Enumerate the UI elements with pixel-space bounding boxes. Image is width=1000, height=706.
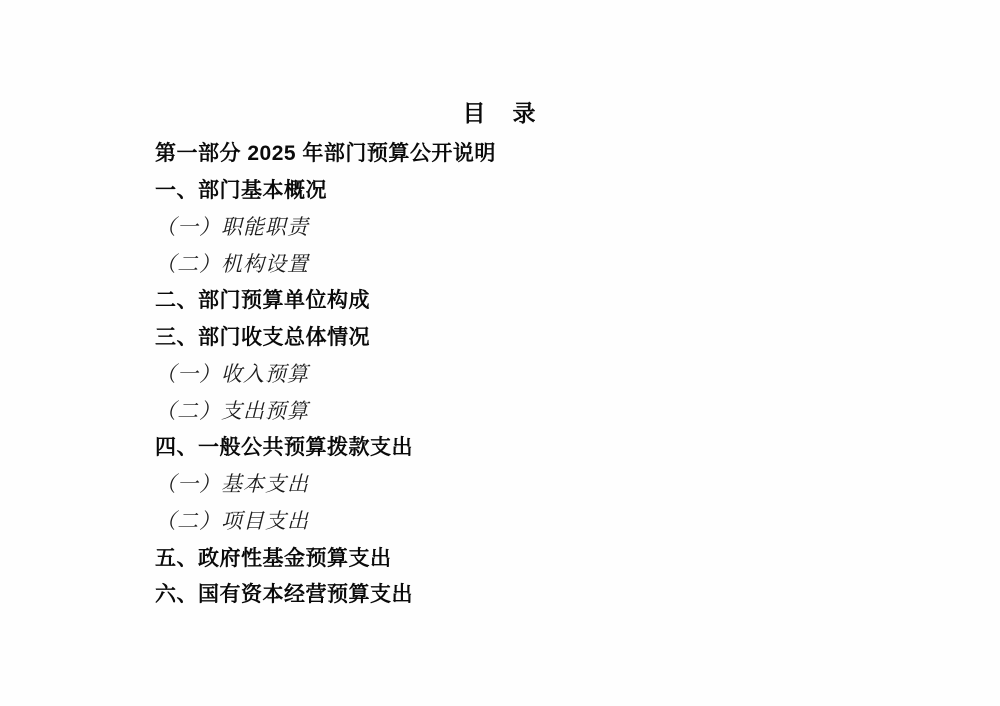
toc-title: 目 录 <box>462 100 538 126</box>
toc-entry-sub-1-1: （一）职能职责 <box>155 214 309 239</box>
toc-entry-section-6: 六、国有资本经营预算支出 <box>155 583 413 607</box>
toc-entry-section-4: 四、一般公共预算拨款支出 <box>155 436 413 460</box>
toc-entry-sub-3-1: （一）收入预算 <box>155 361 309 386</box>
toc-entry-sub-3-2: （二）支出预算 <box>155 398 309 423</box>
toc-entry-sub-4-1: （一）基本支出 <box>155 472 309 497</box>
toc-list <box>155 134 940 612</box>
toc-entry-section-2: 二、部门预算单位构成 <box>155 289 370 313</box>
toc-entry-part-1: 第一部分 2025 年部门预算公开说明 <box>155 142 496 166</box>
toc-entry-sub-4-2: （二）项目支出 <box>155 508 309 533</box>
toc-entry-section-3: 三、部门收支总体情况 <box>155 326 370 350</box>
toc-entry-section-1: 一、部门基本概况 <box>155 179 327 203</box>
toc-entry-section-5: 五、政府性基金预算支出 <box>155 546 392 570</box>
toc-entry-sub-1-2: （二）机构设置 <box>155 251 309 276</box>
